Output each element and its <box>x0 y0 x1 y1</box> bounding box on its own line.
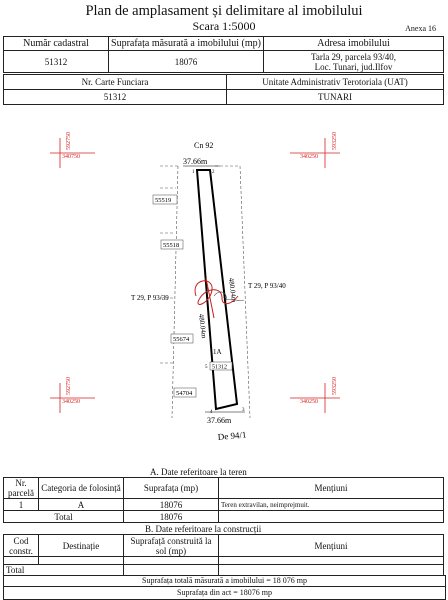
land-area-header: Suprafața (mp) <box>124 478 219 499</box>
left-neighbor-label: T 29, P 93/39 <box>131 294 169 302</box>
destination-header: Destinație <box>39 535 124 557</box>
uat-value: TUNARI <box>227 90 444 105</box>
grid-y-top-left: 592750 <box>66 132 72 150</box>
neighbor-lot-3: 55674 <box>173 336 190 343</box>
built-area-header: Suprafață construită la sol (mp) <box>124 535 219 557</box>
right-side-length: 480.04m <box>227 277 238 303</box>
land-total-value: 18076 <box>124 511 219 523</box>
left-side-length: 480.04m <box>197 313 208 339</box>
cadastral-number-value: 51312 <box>4 51 109 73</box>
act-area-box <box>3 586 446 600</box>
corner-point-4: 4 <box>210 410 213 415</box>
corner-point-5: 5 <box>205 365 208 370</box>
parcel-number-header: Nr. parcelă <box>4 478 39 499</box>
total-measured-area: Suprafața totală măsurată a imobilului = 18 076 mp <box>142 576 307 585</box>
section-b-title: B. Date referitoare la construcții <box>145 524 262 534</box>
act-area: Suprafața din act = 18076 mp <box>177 588 272 597</box>
corner-point-1: 1 <box>192 170 195 175</box>
address-header: Adresa imobilului <box>264 37 444 51</box>
construction-code-header: Cod constr. <box>4 535 39 557</box>
usage-category-header: Categoria de folosință <box>39 478 124 499</box>
grid-cross-bottom-left <box>50 383 95 413</box>
section-a-title: A. Date referitoare la teren <box>150 467 247 477</box>
page-title: Plan de amplasament și delimitare al imobilului <box>85 3 363 19</box>
south-label: De 94/1 <box>217 429 247 442</box>
grid-x-bottom-left: 340250 <box>62 399 80 405</box>
cf-uat-table <box>3 74 444 105</box>
grid-x-top-left: 340750 <box>62 154 80 160</box>
grid-y-bottom-right: 593250 <box>332 377 338 395</box>
grid-x-top-right: 340250 <box>300 154 318 160</box>
uat-header: Unitate Administrativ Terotoriala (UAT) <box>227 75 444 90</box>
land-area-cell: 18076 <box>124 499 219 511</box>
construction-total-label: Total <box>4 565 124 576</box>
cadastral-info-table <box>3 36 444 73</box>
land-total-label: Total <box>4 511 124 523</box>
construction-data-table <box>3 534 444 576</box>
table-row <box>4 499 444 511</box>
area-header: Suprafața măsurată a imobilului (mp) <box>109 37 264 51</box>
corner-point-2: 2 <box>212 170 215 175</box>
address-value <box>264 51 444 73</box>
annex-label: Anexa 16 <box>405 24 436 33</box>
land-mentions-cell: Teren extravilan, neimprejmuit. <box>219 499 444 511</box>
cf-header: Nr. Carte Funciara <box>4 75 227 90</box>
grid-x-bottom-right: 340250 <box>300 399 318 405</box>
neighbor-lot-4: 54704 <box>176 390 193 397</box>
construction-mentions-header: Mențiuni <box>219 535 444 557</box>
table-row <box>4 557 444 565</box>
land-total-mentions <box>219 511 444 523</box>
lot-number-label: 51312 <box>212 364 227 371</box>
lot-label: 1A <box>213 348 222 356</box>
scale-label: Scara 1:5000 <box>192 19 256 33</box>
cf-value: 51312 <box>4 90 227 105</box>
grid-y-bottom-left: 592750 <box>66 377 72 395</box>
north-label: Cn 92 <box>194 141 214 150</box>
parcel-number-cell: 1 <box>4 499 39 511</box>
width-top-label: 37.66m <box>183 157 208 166</box>
grid-y-top-right: 593250 <box>332 132 338 150</box>
usage-category-cell: A <box>39 499 124 511</box>
right-neighbor-label: T 29, P 93/40 <box>248 282 286 290</box>
grid-cross-top-left <box>50 138 95 168</box>
area-value: 18076 <box>109 51 264 73</box>
cadastral-number-header: Număr cadastral <box>4 37 109 51</box>
neighbor-lot-1: 55519 <box>155 197 172 204</box>
address-line-1: Tarla 29, parcela 93/40, <box>310 51 397 62</box>
site-plan <box>0 128 448 448</box>
address-line-2: Loc. Tunari, jud.Ilfov <box>314 61 393 72</box>
land-data-table <box>3 477 444 523</box>
width-bottom-label: 37.66m <box>207 416 232 425</box>
land-mentions-header: Mențiuni <box>219 478 444 499</box>
total-row <box>4 511 444 523</box>
neighbor-lot-2: 55518 <box>163 242 180 249</box>
corner-point-3: 3 <box>242 408 245 413</box>
total-row <box>4 565 444 576</box>
